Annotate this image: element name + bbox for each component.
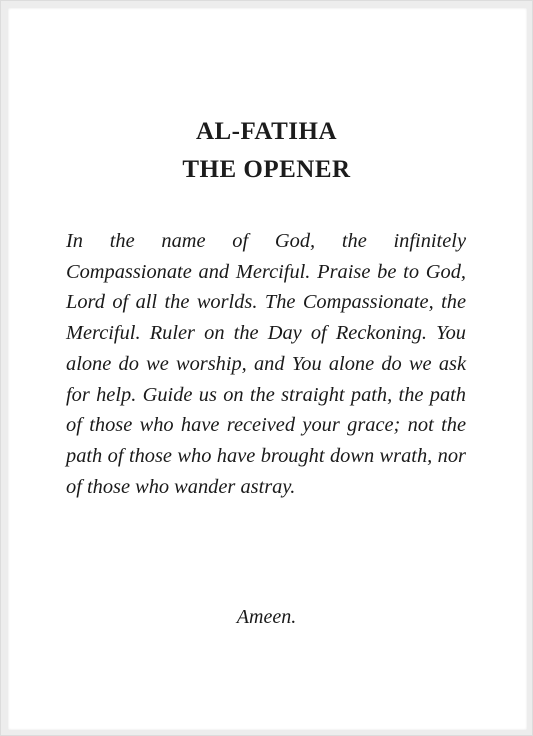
verse-text: In the name of God, the infinitely Compassionate and Merciful. Praise be to God, Lord of all the worlds. The Compassionate, the Merciful. Ruler on the Day of Reckoning. You alone do we worship, and You alone do we ask for help. Guide us on the straight path, the path of those who have received your grace; not the path of those who have brought down wrath, nor of those who wander astray. bbox=[66, 230, 466, 498]
closing-text: Ameen. bbox=[236, 606, 297, 628]
title-line-2: THE OPENER bbox=[182, 156, 351, 183]
title-line-1: AL-FATIHA bbox=[195, 118, 338, 145]
